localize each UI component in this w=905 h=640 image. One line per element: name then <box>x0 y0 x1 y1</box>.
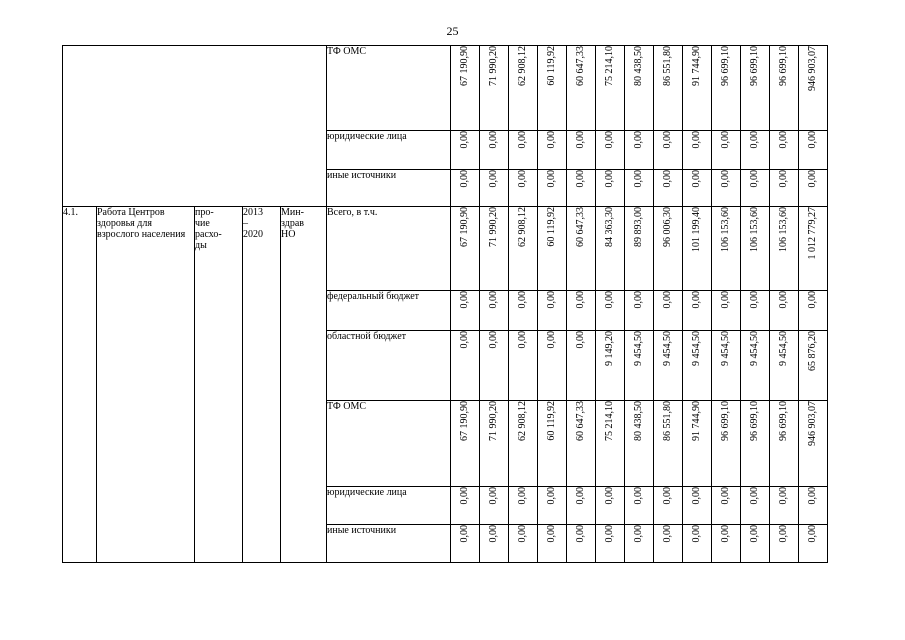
value-text: 96 699,10 <box>720 46 731 86</box>
value-text: 0,00 <box>662 131 673 149</box>
value-text: 96 006,30 <box>662 207 673 247</box>
value-text: 9 454,50 <box>720 331 731 366</box>
value-cell <box>538 331 567 401</box>
value-cell <box>741 170 770 207</box>
value-cell <box>451 487 480 525</box>
value-text: 106 153,60 <box>749 207 760 252</box>
value-cell <box>654 331 683 401</box>
item-name: Работа Центров здоровья для взрослого населения <box>97 207 195 563</box>
value-text: 62 908,12 <box>517 401 528 441</box>
source-label: иные источники <box>327 525 451 563</box>
value-cell <box>451 170 480 207</box>
value-cell <box>567 401 596 487</box>
value-cell <box>654 401 683 487</box>
value-text: 0,00 <box>575 331 586 349</box>
value-cell <box>770 487 799 525</box>
value-text: 96 699,10 <box>720 401 731 441</box>
value-cell <box>654 207 683 291</box>
value-cell <box>770 331 799 401</box>
value-cell <box>596 131 625 170</box>
value-text: 0,00 <box>546 525 557 543</box>
value-text: 0,00 <box>575 487 586 505</box>
value-text: 0,00 <box>807 131 818 149</box>
value-cell <box>799 131 828 170</box>
value-cell <box>509 487 538 525</box>
value-text: 91 744,90 <box>691 401 702 441</box>
value-cell <box>509 291 538 331</box>
value-cell <box>509 401 538 487</box>
value-text: 0,00 <box>720 487 731 505</box>
value-cell <box>741 401 770 487</box>
value-cell <box>741 46 770 131</box>
value-text: 0,00 <box>749 170 760 188</box>
value-text: 60 119,92 <box>546 401 557 441</box>
value-cell <box>480 401 509 487</box>
value-cell <box>712 170 741 207</box>
value-cell <box>770 46 799 131</box>
value-cell <box>596 487 625 525</box>
value-text: 0,00 <box>778 525 789 543</box>
value-text: 0,00 <box>749 525 760 543</box>
value-cell <box>654 487 683 525</box>
value-cell <box>683 401 712 487</box>
value-cell <box>712 331 741 401</box>
value-text: 0,00 <box>691 487 702 505</box>
value-text: 0,00 <box>575 131 586 149</box>
value-text: 0,00 <box>488 170 499 188</box>
value-text: 1 012 779,27 <box>807 207 818 260</box>
value-cell <box>712 46 741 131</box>
value-text: 0,00 <box>807 525 818 543</box>
value-text: 0,00 <box>749 131 760 149</box>
value-cell <box>770 131 799 170</box>
value-text: 9 454,50 <box>633 331 644 366</box>
page-number: 25 <box>446 24 459 38</box>
value-text: 89 893,00 <box>633 207 644 247</box>
value-cell <box>480 487 509 525</box>
value-cell <box>509 331 538 401</box>
value-cell <box>538 291 567 331</box>
value-cell <box>741 207 770 291</box>
value-cell <box>509 170 538 207</box>
value-text: 0,00 <box>488 525 499 543</box>
value-text: 0,00 <box>778 291 789 309</box>
value-cell <box>567 170 596 207</box>
value-text: 0,00 <box>749 291 760 309</box>
value-text: 0,00 <box>749 487 760 505</box>
value-text: 0,00 <box>691 170 702 188</box>
value-text: 60 119,92 <box>546 207 557 247</box>
value-text: 91 744,90 <box>691 46 702 86</box>
value-cell <box>654 525 683 563</box>
value-text: 0,00 <box>720 131 731 149</box>
value-text: 0,00 <box>807 170 818 188</box>
source-label: областной бюджет <box>327 331 451 401</box>
value-cell <box>625 525 654 563</box>
value-text: 84 363,30 <box>604 207 615 247</box>
value-text: 0,00 <box>517 331 528 349</box>
value-cell <box>770 401 799 487</box>
value-text: 0,00 <box>720 170 731 188</box>
value-text: 0,00 <box>662 291 673 309</box>
value-text: 0,00 <box>604 291 615 309</box>
value-cell <box>654 291 683 331</box>
value-cell <box>596 331 625 401</box>
value-text: 62 908,12 <box>517 46 528 86</box>
value-cell <box>480 170 509 207</box>
value-cell <box>451 291 480 331</box>
value-cell <box>712 487 741 525</box>
value-cell <box>567 131 596 170</box>
value-cell <box>538 131 567 170</box>
value-text: 67 190,90 <box>459 207 470 247</box>
value-text: 0,00 <box>778 487 789 505</box>
value-cell <box>480 131 509 170</box>
value-cell <box>799 331 828 401</box>
value-text: 80 438,50 <box>633 401 644 441</box>
value-text: 60 119,92 <box>546 46 557 86</box>
value-text: 96 699,10 <box>778 401 789 441</box>
value-cell <box>741 487 770 525</box>
value-cell <box>741 131 770 170</box>
value-text: 96 699,10 <box>778 46 789 86</box>
value-cell <box>654 131 683 170</box>
value-text: 0,00 <box>778 170 789 188</box>
value-text: 0,00 <box>662 525 673 543</box>
value-text: 0,00 <box>633 525 644 543</box>
value-text: 0,00 <box>691 525 702 543</box>
source-label: ТФ ОМС <box>327 46 451 131</box>
value-text: 106 153,60 <box>720 207 731 252</box>
value-text: 86 551,80 <box>662 46 673 86</box>
value-cell <box>451 46 480 131</box>
value-text: 0,00 <box>807 487 818 505</box>
value-cell <box>567 291 596 331</box>
value-text: 0,00 <box>546 487 557 505</box>
value-text: 0,00 <box>488 331 499 349</box>
value-text: 75 214,10 <box>604 401 615 441</box>
value-text: 0,00 <box>633 131 644 149</box>
value-cell <box>799 46 828 131</box>
value-cell <box>596 46 625 131</box>
value-text: 0,00 <box>517 131 528 149</box>
value-text: 0,00 <box>546 291 557 309</box>
value-cell <box>799 401 828 487</box>
value-text: 0,00 <box>633 487 644 505</box>
value-cell <box>625 401 654 487</box>
value-cell <box>596 291 625 331</box>
value-text: 0,00 <box>604 487 615 505</box>
value-cell <box>683 46 712 131</box>
value-cell <box>770 291 799 331</box>
value-text: 0,00 <box>517 525 528 543</box>
value-cell <box>712 207 741 291</box>
value-cell <box>567 331 596 401</box>
value-text: 0,00 <box>459 487 470 505</box>
value-text: 80 438,50 <box>633 46 644 86</box>
value-cell <box>509 525 538 563</box>
value-cell <box>538 525 567 563</box>
value-text: 0,00 <box>517 170 528 188</box>
value-text: 75 214,10 <box>604 46 615 86</box>
source-label: федеральный бюджет <box>327 291 451 331</box>
empty-cell <box>63 46 327 207</box>
value-cell <box>799 487 828 525</box>
value-text: 0,00 <box>662 487 673 505</box>
value-cell <box>712 401 741 487</box>
value-cell <box>451 401 480 487</box>
value-cell <box>683 525 712 563</box>
value-cell <box>712 291 741 331</box>
value-cell <box>509 131 538 170</box>
value-text: 0,00 <box>807 291 818 309</box>
value-cell <box>654 46 683 131</box>
value-cell <box>538 46 567 131</box>
source-label: ТФ ОМС <box>327 401 451 487</box>
source-label: юридические лица <box>327 131 451 170</box>
value-cell <box>799 525 828 563</box>
value-text: 0,00 <box>459 131 470 149</box>
value-cell <box>654 170 683 207</box>
source-label: юридические лица <box>327 487 451 525</box>
value-cell <box>741 291 770 331</box>
value-cell <box>770 207 799 291</box>
value-text: 0,00 <box>517 487 528 505</box>
value-text: 0,00 <box>546 331 557 349</box>
value-text: 9 454,50 <box>691 331 702 366</box>
table-row <box>63 46 828 131</box>
value-text: 9 454,50 <box>749 331 760 366</box>
value-text: 0,00 <box>488 131 499 149</box>
value-text: 0,00 <box>633 291 644 309</box>
value-cell <box>683 170 712 207</box>
value-text: 0,00 <box>459 525 470 543</box>
source-label: иные источники <box>327 170 451 207</box>
value-text: 71 990,20 <box>488 46 499 86</box>
value-text: 0,00 <box>720 291 731 309</box>
value-text: 946 903,07 <box>807 401 818 446</box>
value-text: 0,00 <box>691 131 702 149</box>
value-text: 0,00 <box>575 291 586 309</box>
value-text: 0,00 <box>459 331 470 349</box>
value-text: 65 876,20 <box>807 331 818 371</box>
value-cell <box>451 331 480 401</box>
value-cell <box>596 401 625 487</box>
value-text: 0,00 <box>488 291 499 309</box>
value-text: 71 990,20 <box>488 401 499 441</box>
value-text: 0,00 <box>488 487 499 505</box>
value-cell <box>625 331 654 401</box>
value-text: 62 908,12 <box>517 207 528 247</box>
value-cell <box>683 207 712 291</box>
value-cell <box>741 525 770 563</box>
value-text: 9 149,20 <box>604 331 615 366</box>
budget-table <box>62 45 828 563</box>
value-text: 0,00 <box>778 131 789 149</box>
item-number: 4.1. <box>63 207 97 563</box>
value-cell <box>567 46 596 131</box>
value-cell <box>712 525 741 563</box>
value-cell <box>625 46 654 131</box>
value-text: 0,00 <box>662 170 673 188</box>
table-row <box>63 207 828 291</box>
value-text: 0,00 <box>546 170 557 188</box>
value-cell <box>683 487 712 525</box>
value-cell <box>538 170 567 207</box>
value-text: 0,00 <box>459 170 470 188</box>
value-cell <box>480 207 509 291</box>
value-text: 0,00 <box>691 291 702 309</box>
value-cell <box>683 291 712 331</box>
value-cell <box>799 170 828 207</box>
value-cell <box>596 525 625 563</box>
value-cell <box>770 170 799 207</box>
value-text: 0,00 <box>575 525 586 543</box>
value-cell <box>625 131 654 170</box>
value-cell <box>538 207 567 291</box>
value-text: 0,00 <box>604 525 615 543</box>
value-cell <box>625 487 654 525</box>
value-text: 0,00 <box>517 291 528 309</box>
value-cell <box>480 291 509 331</box>
value-cell <box>451 525 480 563</box>
value-text: 60 647,33 <box>575 46 586 86</box>
value-cell <box>509 207 538 291</box>
executor: Мин- здрав НО <box>281 207 327 563</box>
value-cell <box>451 207 480 291</box>
value-text: 9 454,50 <box>778 331 789 366</box>
value-cell <box>538 401 567 487</box>
value-text: 96 699,10 <box>749 46 760 86</box>
value-text: 0,00 <box>575 170 586 188</box>
value-cell <box>538 487 567 525</box>
value-cell <box>799 291 828 331</box>
value-text: 0,00 <box>546 131 557 149</box>
value-text: 0,00 <box>633 170 644 188</box>
value-cell <box>451 131 480 170</box>
value-text: 106 153,60 <box>778 207 789 252</box>
value-text: 67 190,90 <box>459 401 470 441</box>
value-cell <box>480 331 509 401</box>
expense-type: про- чие расхо- ды <box>195 207 243 563</box>
value-text: 101 199,40 <box>691 207 702 252</box>
value-cell <box>567 525 596 563</box>
value-cell <box>625 170 654 207</box>
value-text: 60 647,33 <box>575 401 586 441</box>
value-cell <box>770 525 799 563</box>
value-cell <box>509 46 538 131</box>
value-cell <box>567 207 596 291</box>
value-cell <box>567 487 596 525</box>
value-text: 60 647,33 <box>575 207 586 247</box>
value-text: 67 190,90 <box>459 46 470 86</box>
source-label: Всего, в т.ч. <box>327 207 451 291</box>
value-cell <box>799 207 828 291</box>
value-text: 0,00 <box>604 131 615 149</box>
value-cell <box>683 131 712 170</box>
value-cell <box>480 46 509 131</box>
value-text: 946 903,07 <box>807 46 818 91</box>
value-cell <box>625 291 654 331</box>
value-cell <box>625 207 654 291</box>
value-cell <box>741 331 770 401</box>
value-cell <box>596 170 625 207</box>
value-text: 71 990,20 <box>488 207 499 247</box>
value-text: 86 551,80 <box>662 401 673 441</box>
value-cell <box>596 207 625 291</box>
value-text: 9 454,50 <box>662 331 673 366</box>
value-text: 0,00 <box>459 291 470 309</box>
value-cell <box>683 331 712 401</box>
value-text: 0,00 <box>720 525 731 543</box>
value-cell <box>712 131 741 170</box>
period: 2013 – 2020 <box>243 207 281 563</box>
value-text: 96 699,10 <box>749 401 760 441</box>
value-text: 0,00 <box>604 170 615 188</box>
value-cell <box>480 525 509 563</box>
